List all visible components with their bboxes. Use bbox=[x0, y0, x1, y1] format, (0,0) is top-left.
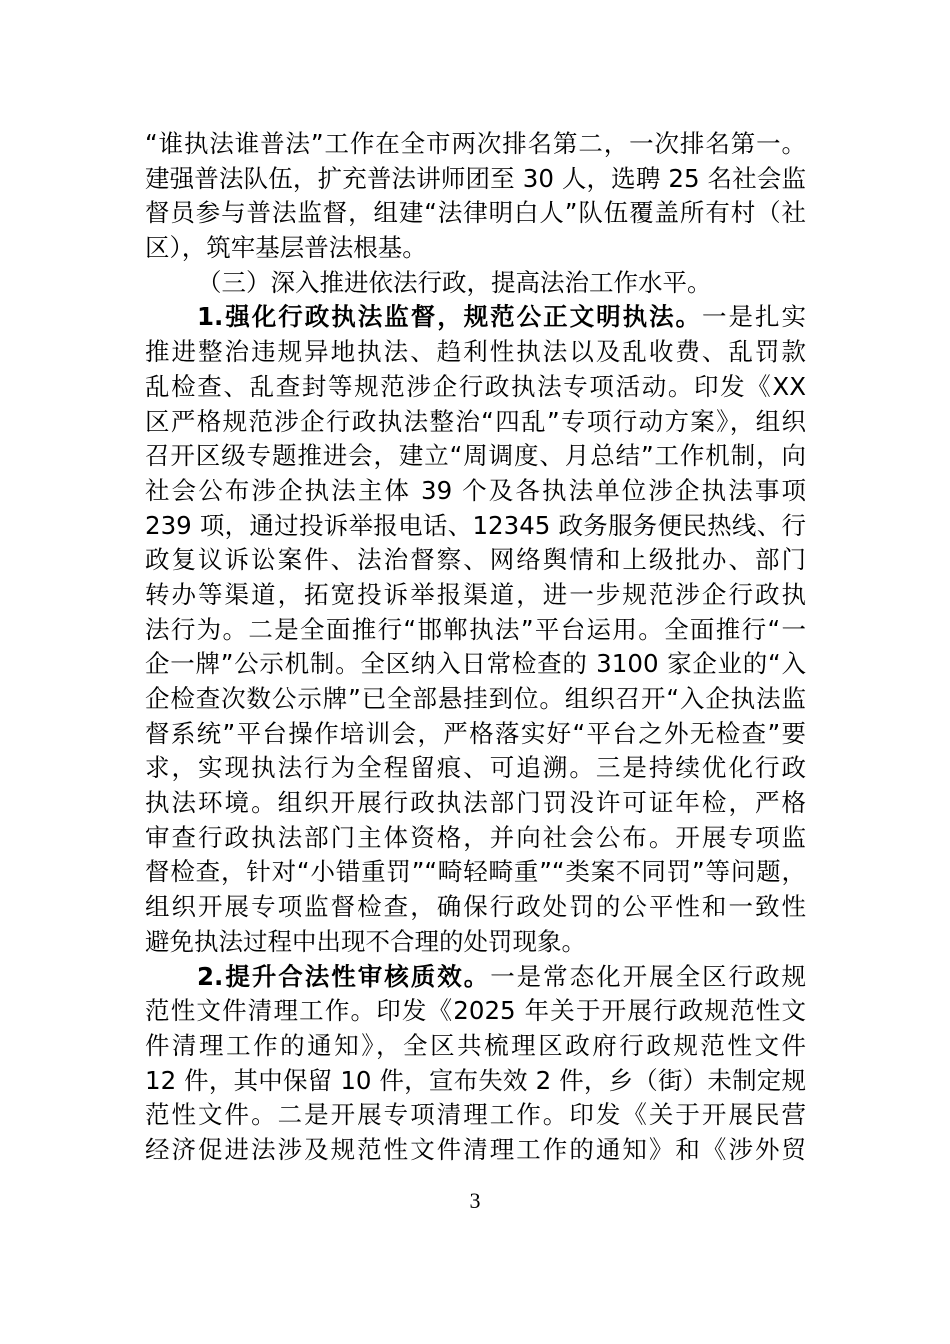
text-line: 区严格规范涉企行政执法整治“四乱”专项行动方案》，组织 bbox=[145, 406, 806, 436]
text-line: 政复议诉讼案件、法治督察、网络舆情和上级批办、部门 bbox=[145, 545, 806, 575]
text-line: 执法环境。组织开展行政执法部门罚没许可证年检，严格 bbox=[145, 788, 806, 818]
paragraph-legal-education bbox=[145, 127, 806, 266]
text-line: 督员参与普法监督，组建“法律明白人”队伍覆盖所有村（社 bbox=[145, 198, 806, 228]
subsection-heading: 1.强化行政执法监督，规范公正文明执法。 bbox=[197, 302, 703, 332]
text-line bbox=[145, 960, 806, 995]
page-number: 3 bbox=[469, 1188, 481, 1213]
document-body bbox=[145, 127, 806, 1168]
text-line: 审查行政执法部门主体资格，并向社会公布。开展专项监 bbox=[145, 822, 806, 852]
text-line: 范性文件清理工作。印发《2025 年关于开展行政规范性文 bbox=[145, 996, 806, 1026]
text-line: 经济促进法涉及规范性文件清理工作的通知》和《涉外贸 bbox=[145, 1134, 806, 1164]
text-line: 建强普法队伍，扩充普法讲师团至 30 人，选聘 25 名社会监 bbox=[145, 163, 806, 193]
text-line: 范性文件。二是开展专项清理工作。印发《关于开展民营 bbox=[145, 1100, 806, 1130]
subsection-heading: 2.提升合法性审核质效。 bbox=[197, 961, 491, 991]
section-heading: （三）深入推进依法行政，提高法治工作水平。 bbox=[197, 267, 712, 297]
text-line: 件清理工作的通知》，全区共梳理区政府行政规范性文件 bbox=[145, 1030, 806, 1060]
text-line: 转办等渠道，拓宽投诉举报渠道，进一步规范涉企行政执 bbox=[145, 579, 806, 609]
text-line bbox=[145, 300, 806, 335]
text-line: 督系统”平台操作培训会，严格落实好“平台之外无检查”要 bbox=[145, 718, 806, 748]
text-line: 239 项，通过投诉举报电话、12345 政务服务便民热线、行 bbox=[145, 510, 806, 540]
text-line: 12 件，其中保留 10 件，宣布失效 2 件，乡（街）未制定规 bbox=[145, 1065, 806, 1095]
text-line: 督检查，针对“小错重罚”“畸轻畸重”“类案不同罚”等问题， bbox=[145, 857, 806, 887]
text-line: “谁执法谁普法”工作在全市两次排名第二，一次排名第一。 bbox=[145, 129, 806, 158]
text-line: 区），筑牢基层普法根基。 bbox=[145, 233, 427, 263]
text-line: 推进整治违规异地执法、趋利性执法以及乱收费、乱罚款 bbox=[145, 337, 806, 367]
text-line: 社会公布涉企执法主体 39 个及各执法单位涉企执法事项 bbox=[145, 475, 806, 505]
text-line: 召开区级专题推进会，建立“周调度、月总结”工作机制，向 bbox=[145, 441, 806, 471]
text-line: 乱检查、乱查封等规范涉企行政执法专项活动。印发《XX bbox=[145, 371, 806, 401]
text-line: 企一牌”公示机制。全区纳入日常检查的 3100 家企业的“入 bbox=[145, 649, 806, 679]
text-span: 一是常态化开展全区行政规 bbox=[490, 961, 807, 991]
text-line: 组织开展专项监督检查，确保行政处罚的公平性和一致性 bbox=[145, 892, 806, 922]
paragraph-law-enforcement bbox=[145, 300, 806, 959]
text-line: 法行为。二是全面推行“邯郸执法”平台运用。全面推行“一 bbox=[145, 614, 806, 644]
text-line: 求，实现执法行为全程留痕、可追溯。三是持续优化行政 bbox=[145, 753, 806, 783]
paragraph-legality-review bbox=[145, 960, 806, 1168]
text-line: 避免执法过程中出现不合理的处罚现象。 bbox=[145, 926, 586, 956]
text-span: 一是扎实 bbox=[702, 302, 806, 332]
text-line: 企检查次数公示牌”已全部悬挂到位。组织召开“入企执法监 bbox=[145, 684, 806, 713]
